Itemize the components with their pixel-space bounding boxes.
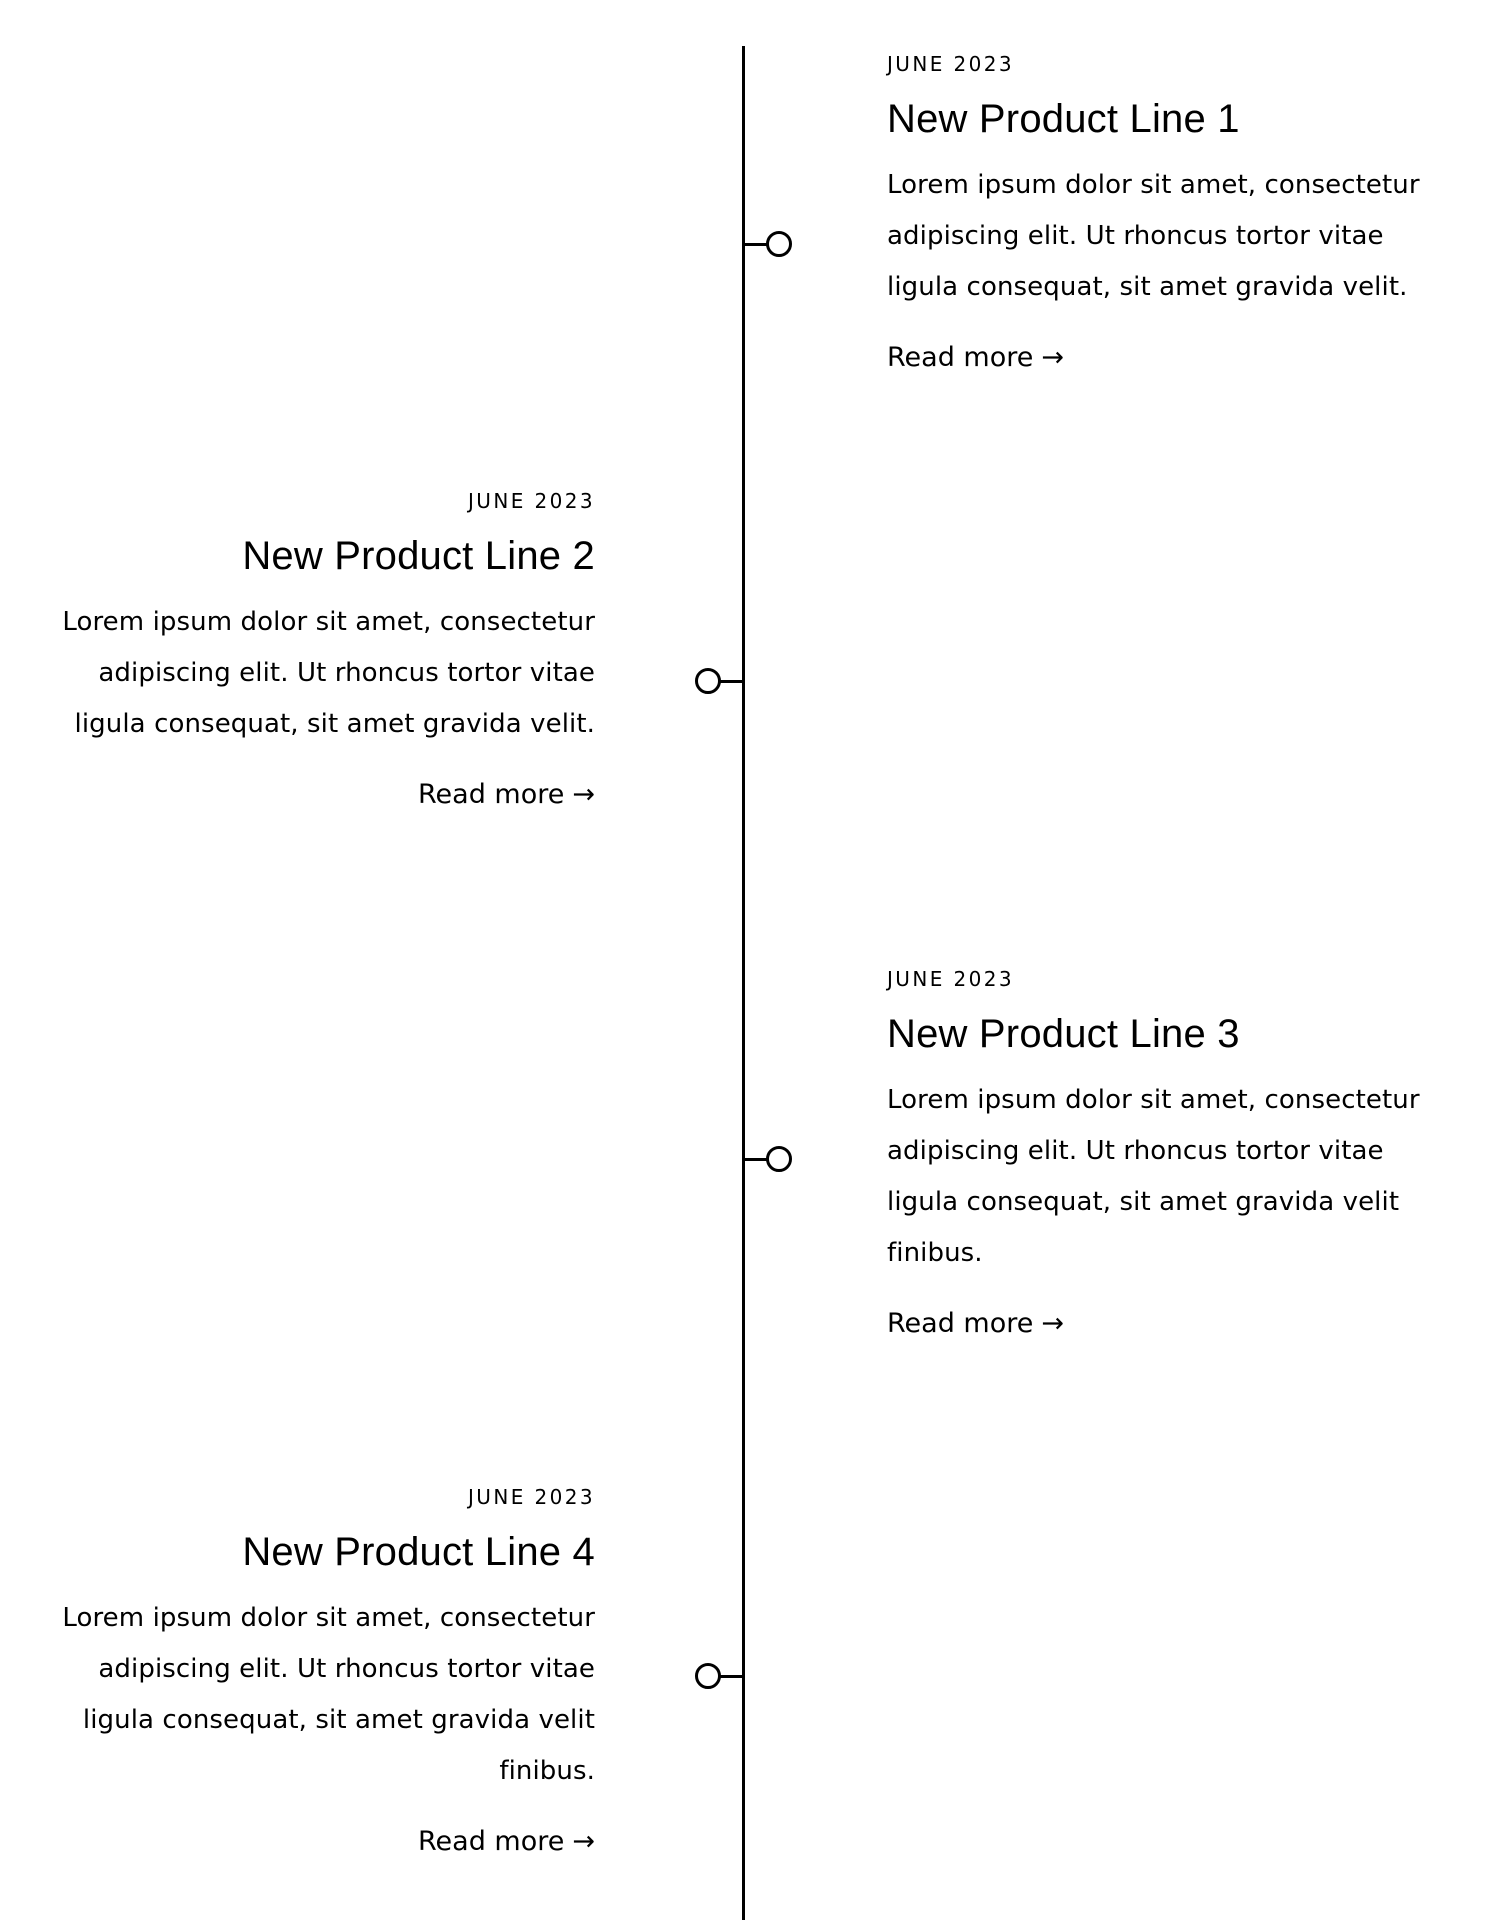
arrow-right-icon: → — [1041, 342, 1064, 373]
read-more-label: Read more — [418, 779, 565, 810]
entry-title: New Product Line 3 — [887, 1012, 1240, 1056]
entry-title: New Product Line 4 — [242, 1530, 595, 1574]
entry-date: JUNE 2023 — [468, 489, 595, 513]
read-more-link[interactable] — [887, 341, 1064, 375]
timeline-entry — [887, 965, 1447, 1341]
entry-title: New Product Line 2 — [242, 534, 595, 578]
timeline-vertical-line — [742, 46, 745, 1920]
entry-description: Lorem ipsum dolor sit amet, consectetur adipiscing elit. Ut rhoncus tortor vitae ligula consequat, sit amet gravida velit finibus. — [887, 1085, 1420, 1268]
read-more-link[interactable] — [418, 1825, 595, 1859]
read-more-link[interactable] — [418, 778, 595, 812]
entry-description: Lorem ipsum dolor sit amet, consectetur adipiscing elit. Ut rhoncus tortor vitae ligula consequat, sit amet gravida velit finibus. — [62, 1603, 595, 1786]
timeline-connector — [720, 1675, 744, 1678]
timeline-connector — [720, 680, 744, 683]
timeline-marker-circle-icon — [695, 1663, 721, 1689]
read-more-label: Read more — [887, 1308, 1034, 1339]
entry-date: JUNE 2023 — [887, 52, 1014, 76]
timeline-marker-circle-icon — [766, 231, 792, 257]
timeline-entry — [887, 50, 1447, 375]
entry-description: Lorem ipsum dolor sit amet, consectetur adipiscing elit. Ut rhoncus tortor vitae ligula consequat, sit amet gravida velit. — [62, 607, 595, 739]
timeline-entry — [35, 487, 595, 812]
read-more-label: Read more — [418, 1826, 565, 1857]
entry-description: Lorem ipsum dolor sit amet, consectetur adipiscing elit. Ut rhoncus tortor vitae ligula consequat, sit amet gravida velit. — [887, 170, 1420, 302]
entry-date: JUNE 2023 — [468, 1485, 595, 1509]
entry-title: New Product Line 1 — [887, 97, 1240, 141]
timeline-marker-circle-icon — [695, 668, 721, 694]
arrow-right-icon: → — [572, 1826, 595, 1857]
timeline-marker-circle-icon — [766, 1146, 792, 1172]
read-more-label: Read more — [887, 342, 1034, 373]
timeline-entry — [35, 1483, 595, 1859]
arrow-right-icon: → — [1041, 1308, 1064, 1339]
arrow-right-icon: → — [572, 779, 595, 810]
entry-date: JUNE 2023 — [887, 967, 1014, 991]
read-more-link[interactable] — [887, 1307, 1064, 1341]
